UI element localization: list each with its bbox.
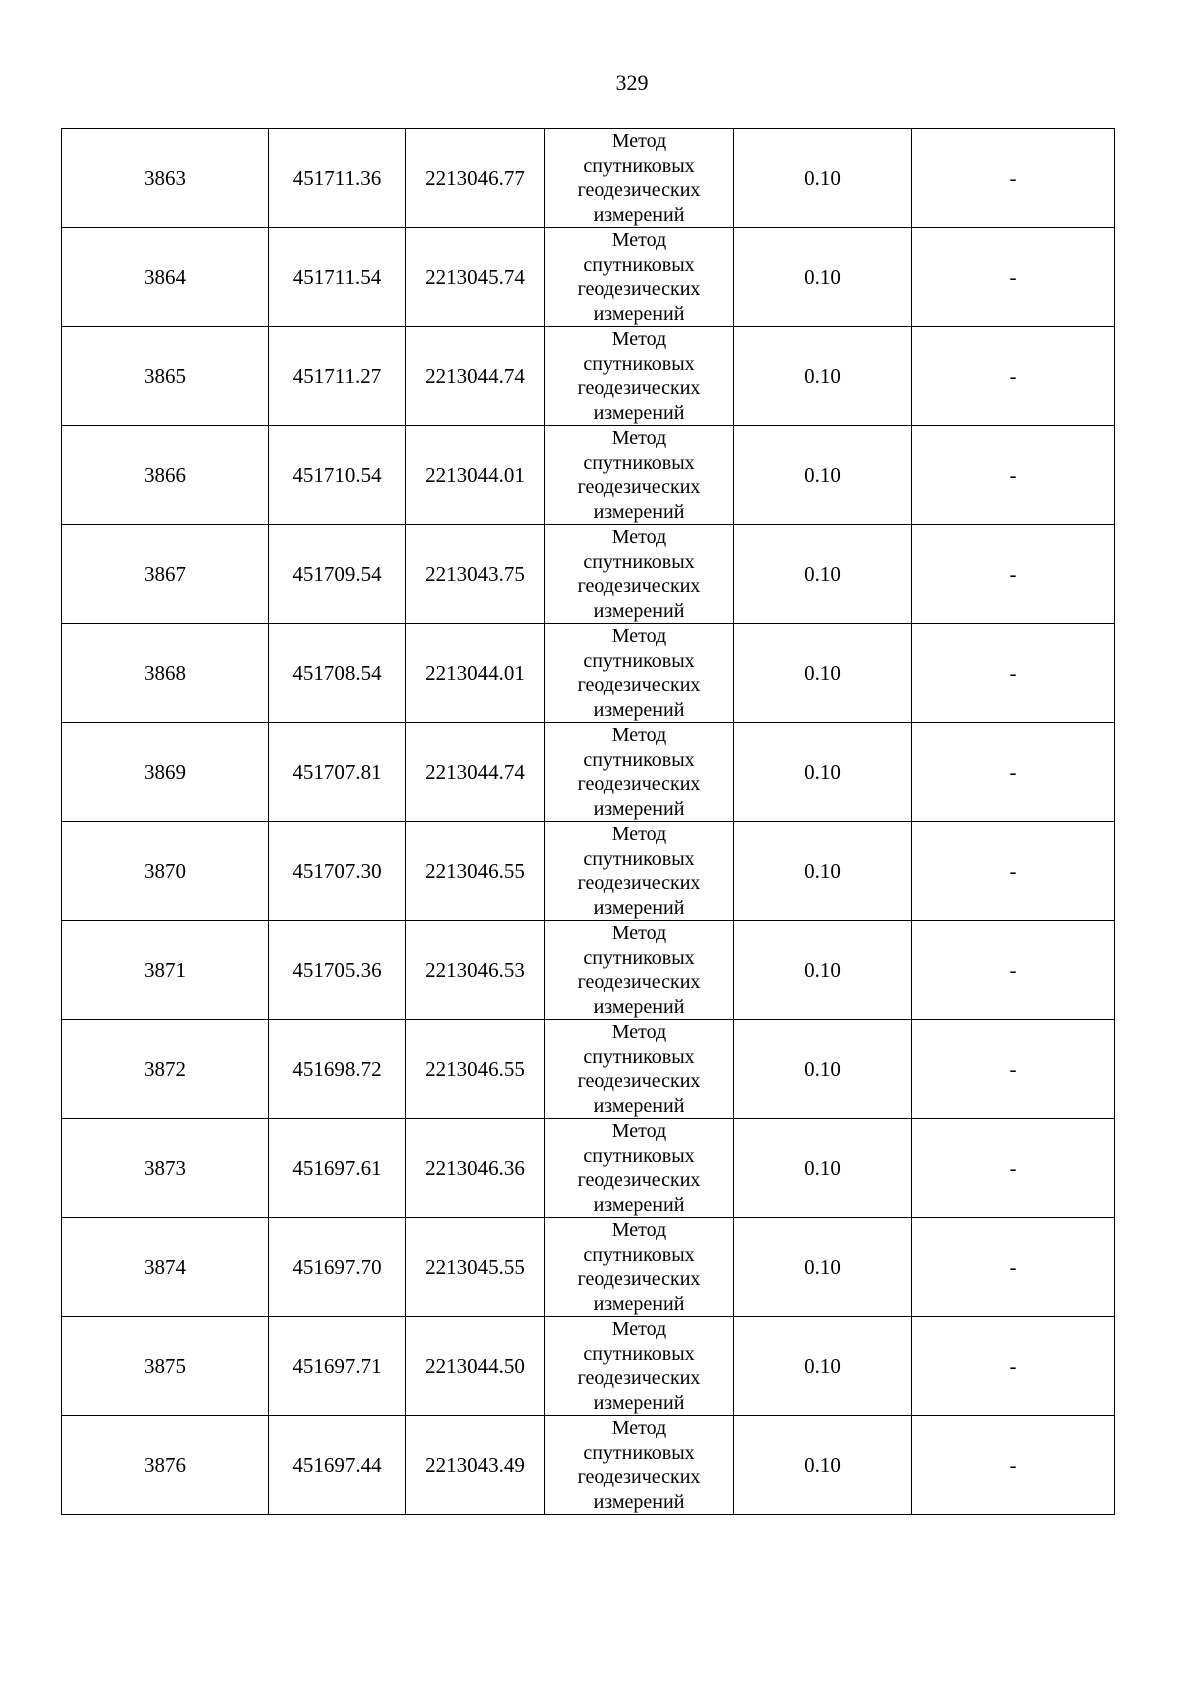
method-line: Метод	[611, 1120, 667, 1142]
method-line: геодезических	[577, 1466, 701, 1488]
point-number-cell: 3865	[62, 327, 269, 426]
x-coordinate-cell: 451698.72	[269, 1020, 406, 1119]
point-number-cell: 3866	[62, 426, 269, 525]
note-cell: -	[912, 1020, 1115, 1119]
method-line: спутниковых	[583, 1243, 695, 1266]
point-number-cell: 3873	[62, 1119, 269, 1218]
y-coordinate-cell: 2213045.74	[406, 228, 545, 327]
method-line: измерений	[593, 1292, 685, 1315]
point-number-cell: 3864	[62, 228, 269, 327]
point-number-cell: 3867	[62, 525, 269, 624]
page-number: 329	[615, 70, 649, 95]
method-line: спутниковых	[583, 1045, 695, 1068]
table-row	[62, 1119, 1115, 1218]
method-line: спутниковых	[583, 154, 695, 177]
method-line: спутниковых	[583, 847, 695, 870]
accuracy-cell: 0.10	[734, 1317, 912, 1416]
method-line: геодезических	[577, 674, 701, 696]
point-number-cell: 3872	[62, 1020, 269, 1119]
x-coordinate-cell: 451708.54	[269, 624, 406, 723]
method-line: геодезических	[577, 575, 701, 597]
note-cell: -	[912, 327, 1115, 426]
note-cell: -	[912, 525, 1115, 624]
method-line: спутниковых	[583, 1144, 695, 1167]
method-cell	[545, 129, 734, 228]
method-line: Метод	[611, 1318, 667, 1340]
y-coordinate-cell: 2213044.50	[406, 1317, 545, 1416]
note-cell: -	[912, 624, 1115, 723]
x-coordinate-cell: 451697.70	[269, 1218, 406, 1317]
method-line: Метод	[611, 1021, 667, 1043]
x-coordinate-cell: 451711.27	[269, 327, 406, 426]
method-line: измерений	[593, 995, 685, 1018]
x-coordinate-cell: 451707.81	[269, 723, 406, 822]
method-line: измерений	[593, 401, 685, 424]
y-coordinate-cell: 2213044.01	[406, 426, 545, 525]
x-coordinate-cell: 451697.71	[269, 1317, 406, 1416]
method-cell	[545, 723, 734, 822]
method-line: спутниковых	[583, 352, 695, 375]
point-number-cell: 3869	[62, 723, 269, 822]
method-cell	[545, 921, 734, 1020]
method-line: измерений	[593, 203, 685, 226]
accuracy-cell: 0.10	[734, 1119, 912, 1218]
method-line: Метод	[611, 823, 667, 845]
method-line: спутниковых	[583, 550, 695, 573]
accuracy-cell: 0.10	[734, 426, 912, 525]
method-line: спутниковых	[583, 946, 695, 969]
x-coordinate-cell: 451711.36	[269, 129, 406, 228]
method-line: Метод	[611, 1219, 667, 1241]
x-coordinate-cell: 451697.44	[269, 1416, 406, 1515]
table-row	[62, 1218, 1115, 1317]
point-number-cell: 3871	[62, 921, 269, 1020]
accuracy-cell: 0.10	[734, 1416, 912, 1515]
method-line: геодезических	[577, 278, 701, 300]
y-coordinate-cell: 2213046.77	[406, 129, 545, 228]
method-line: спутниковых	[583, 1342, 695, 1365]
point-number-cell: 3875	[62, 1317, 269, 1416]
accuracy-cell: 0.10	[734, 624, 912, 723]
method-line: измерений	[593, 500, 685, 523]
x-coordinate-cell: 451710.54	[269, 426, 406, 525]
coordinates-table	[61, 128, 1115, 1515]
y-coordinate-cell: 2213043.75	[406, 525, 545, 624]
method-line: геодезических	[577, 872, 701, 894]
table-row	[62, 327, 1115, 426]
table-row	[62, 228, 1115, 327]
accuracy-cell: 0.10	[734, 327, 912, 426]
note-cell: -	[912, 129, 1115, 228]
method-line: измерений	[593, 797, 685, 820]
method-line: Метод	[611, 526, 667, 548]
table-row	[62, 1020, 1115, 1119]
note-cell: -	[912, 1317, 1115, 1416]
method-cell	[545, 1119, 734, 1218]
accuracy-cell: 0.10	[734, 1218, 912, 1317]
method-line: геодезических	[577, 1169, 701, 1191]
method-line: измерений	[593, 1490, 685, 1513]
method-line: геодезических	[577, 179, 701, 201]
method-cell	[545, 426, 734, 525]
x-coordinate-cell: 451697.61	[269, 1119, 406, 1218]
table-row	[62, 129, 1115, 228]
y-coordinate-cell: 2213044.74	[406, 327, 545, 426]
method-line: геодезических	[577, 1268, 701, 1290]
y-coordinate-cell: 2213043.49	[406, 1416, 545, 1515]
accuracy-cell: 0.10	[734, 822, 912, 921]
method-cell	[545, 1020, 734, 1119]
y-coordinate-cell: 2213046.36	[406, 1119, 545, 1218]
table-row	[62, 822, 1115, 921]
method-cell	[545, 525, 734, 624]
accuracy-cell: 0.10	[734, 921, 912, 1020]
method-line: измерений	[593, 896, 685, 919]
method-line: спутниковых	[583, 649, 695, 672]
method-line: Метод	[611, 130, 667, 152]
method-line: геодезических	[577, 1367, 701, 1389]
method-line: Метод	[611, 625, 667, 647]
method-line: измерений	[593, 698, 685, 721]
y-coordinate-cell: 2213044.74	[406, 723, 545, 822]
note-cell: -	[912, 723, 1115, 822]
accuracy-cell: 0.10	[734, 1020, 912, 1119]
method-line: спутниковых	[583, 1441, 695, 1464]
method-line: Метод	[611, 724, 667, 746]
y-coordinate-cell: 2213045.55	[406, 1218, 545, 1317]
method-line: Метод	[611, 427, 667, 449]
method-line: Метод	[611, 922, 667, 944]
x-coordinate-cell: 451707.30	[269, 822, 406, 921]
note-cell: -	[912, 1218, 1115, 1317]
y-coordinate-cell: 2213046.55	[406, 1020, 545, 1119]
method-line: геодезических	[577, 377, 701, 399]
method-cell	[545, 1218, 734, 1317]
x-coordinate-cell: 451709.54	[269, 525, 406, 624]
accuracy-cell: 0.10	[734, 228, 912, 327]
method-line: спутниковых	[583, 253, 695, 276]
method-line: геодезических	[577, 773, 701, 795]
table-row	[62, 723, 1115, 822]
point-number-cell: 3876	[62, 1416, 269, 1515]
method-line: измерений	[593, 1193, 685, 1216]
method-line: Метод	[611, 328, 667, 350]
note-cell: -	[912, 1119, 1115, 1218]
note-cell: -	[912, 228, 1115, 327]
method-line: спутниковых	[583, 748, 695, 771]
y-coordinate-cell: 2213044.01	[406, 624, 545, 723]
y-coordinate-cell: 2213046.53	[406, 921, 545, 1020]
method-line: спутниковых	[583, 451, 695, 474]
method-cell	[545, 228, 734, 327]
method-cell	[545, 327, 734, 426]
accuracy-cell: 0.10	[734, 129, 912, 228]
accuracy-cell: 0.10	[734, 525, 912, 624]
method-cell	[545, 1317, 734, 1416]
point-number-cell: 3874	[62, 1218, 269, 1317]
method-cell	[545, 1416, 734, 1515]
method-line: измерений	[593, 1391, 685, 1414]
method-line: геодезических	[577, 971, 701, 993]
method-line: Метод	[611, 1417, 667, 1439]
point-number-cell: 3863	[62, 129, 269, 228]
method-cell	[545, 822, 734, 921]
table-row	[62, 426, 1115, 525]
table-row	[62, 624, 1115, 723]
method-line: Метод	[611, 229, 667, 251]
table-row	[62, 525, 1115, 624]
table-row	[62, 1416, 1115, 1515]
x-coordinate-cell: 451705.36	[269, 921, 406, 1020]
x-coordinate-cell: 451711.54	[269, 228, 406, 327]
point-number-cell: 3870	[62, 822, 269, 921]
note-cell: -	[912, 1416, 1115, 1515]
point-number-cell: 3868	[62, 624, 269, 723]
y-coordinate-cell: 2213046.55	[406, 822, 545, 921]
accuracy-cell: 0.10	[734, 723, 912, 822]
method-line: измерений	[593, 599, 685, 622]
note-cell: -	[912, 921, 1115, 1020]
method-line: геодезических	[577, 476, 701, 498]
method-line: измерений	[593, 1094, 685, 1117]
method-cell	[545, 624, 734, 723]
method-line: геодезических	[577, 1070, 701, 1092]
table-row	[62, 1317, 1115, 1416]
method-line: измерений	[593, 302, 685, 325]
table-body	[62, 129, 1115, 1515]
note-cell: -	[912, 426, 1115, 525]
table-row	[62, 921, 1115, 1020]
note-cell: -	[912, 822, 1115, 921]
